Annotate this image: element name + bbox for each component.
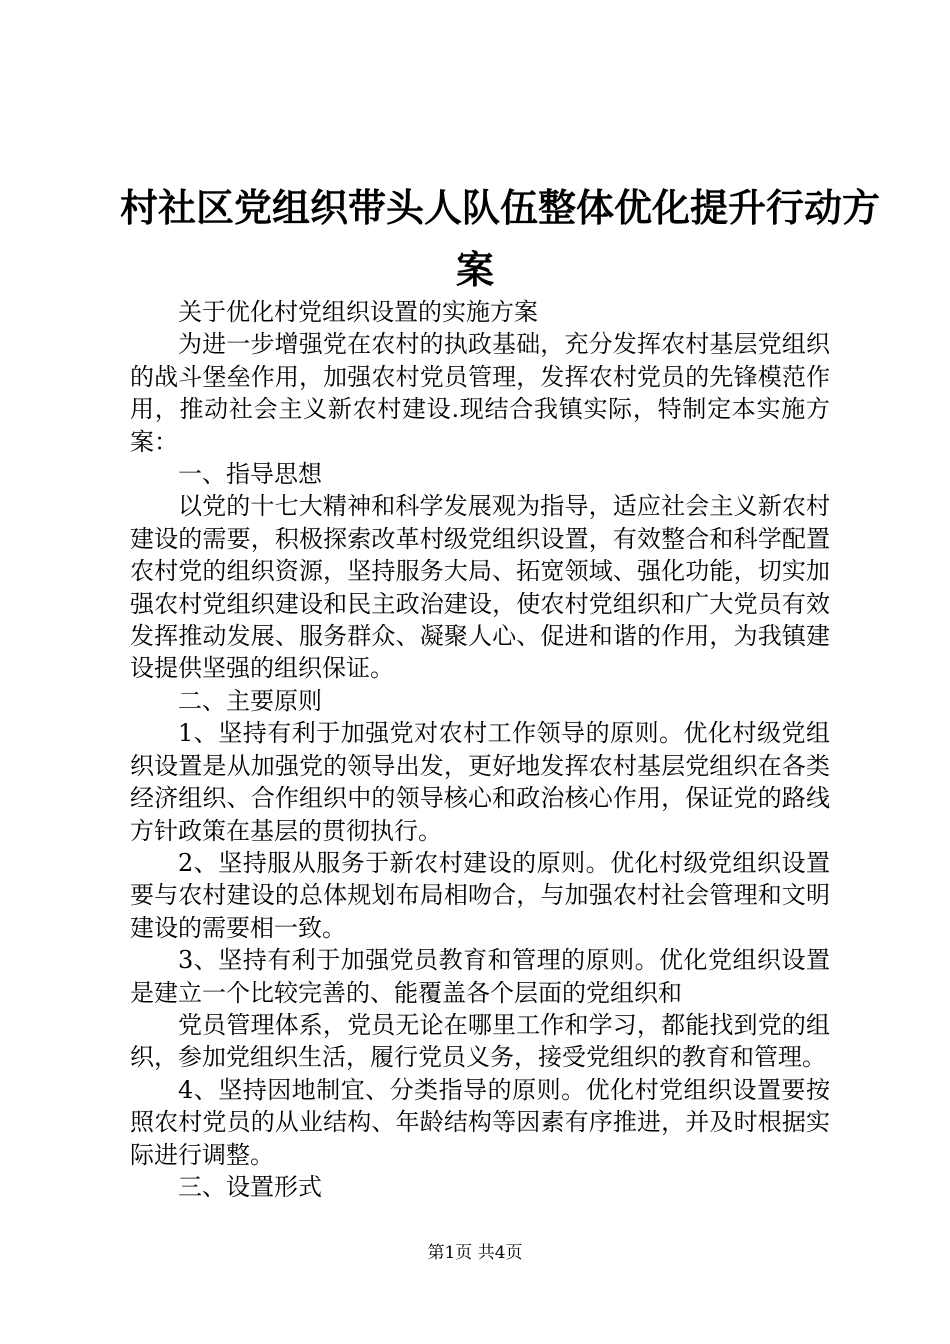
section-heading-main-principles: 二、主要原则: [178, 686, 322, 715]
principle-3-continuation: 党员管理体系，党员无论在哪里工作和学习，都能找到党的组织，参加党组织生活，履行党员义务，接受党组织的教育和管理。: [130, 1010, 830, 1072]
document-title-line-2: 案: [455, 247, 494, 292]
principle-2-paragraph: 2、坚持服从服务于新农村建设的原则。优化村级党组织设置要与农村建设的总体规划布局相吻合，与加强农村社会管理和文明建设的需要相一致。: [130, 848, 830, 942]
guiding-ideology-paragraph: 以党的十七大精神和科学发展观为指导，适应社会主义新农村建设的需要，积极探索改革村级党组织设置，有效整合和科学配置农村党的组织资源，坚持服务大局、拓宽领域、强化功能，切实加强农村党组织建设和民主政治建设，使农村党组织和广大党员有效发挥推动发展、服务群众、凝聚人心、促进和谐的作用，为我镇建设提供坚强的组织保证。: [130, 492, 830, 683]
document-body: [130, 296, 830, 1203]
principle-4-paragraph: 4、坚持因地制宜、分类指导的原则。优化村党组织设置要按照农村党员的从业结构、年龄结构等因素有序推进，并及时根据实际进行调整。: [130, 1075, 830, 1169]
principle-3-paragraph: 3、坚持有利于加强党员教育和管理的原则。优化党组织设置是建立一个比较完善的、能覆盖各个层面的党组织和: [130, 946, 830, 1007]
principle-1-paragraph: 1、坚持有利于加强党对农村工作领导的原则。优化村级党组织设置是从加强党的领导出发，更好地发挥农村基层党组织在各类经济组织、合作组织中的领导核心和政治核心作用，保证党的路线方针政策在基层的贯彻执行。: [130, 719, 830, 845]
section-heading-setup-form: 三、设置形式: [178, 1172, 322, 1201]
section-heading-guiding-ideology: 一、指导思想: [178, 460, 322, 489]
document-title-line-1: 村社区党组织带头人队伍整体优化提升行动方: [120, 185, 881, 230]
intro-paragraph: 为进一步增强党在农村的执政基础，充分发挥农村基层党组织的战斗堡垒作用，加强农村党员管理，发挥农村党员的先锋模范作用，推动社会主义新农村建设.现结合我镇实际，特制定本实施方案：: [130, 330, 830, 456]
page-number-footer: 第1页 共4页: [427, 1243, 523, 1263]
plan-subtitle: 关于优化村党组织设置的实施方案: [178, 298, 538, 326]
